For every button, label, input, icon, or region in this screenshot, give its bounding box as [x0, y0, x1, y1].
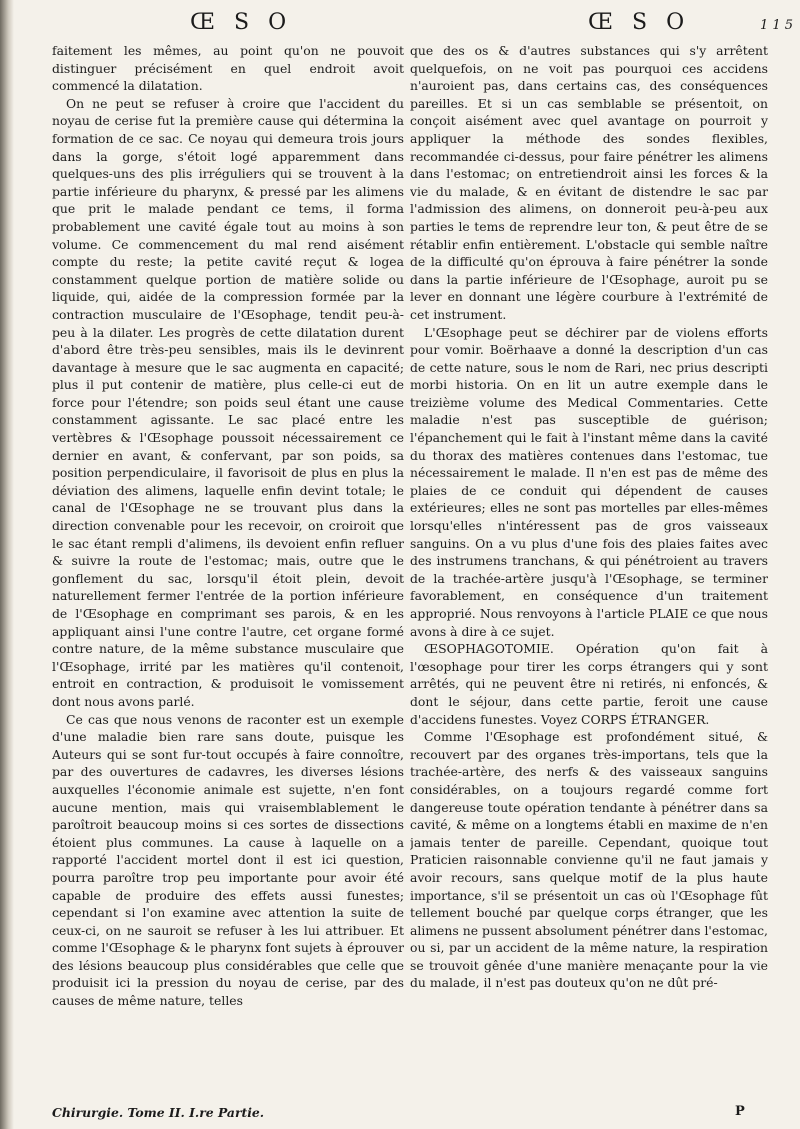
paragraph: Ce cas que nous venons de raconter est un exemple d'une maladie bien rare sans doute, puisque les Auteurs qui se sont fur-tout occupés à faire connoître, par des ouvertures de cadavres, les diverses lésions auxquelles l'économie animale est sujette, n'en font aucune mention, mais qui vraisemblablement le paroîtroit beaucoup moins si ces sortes de dissections étoient plus communes. La cause à laquelle on a rapporté l'accident mortel dont il est ici question, pourra paroître trop peu importante pour avoir été capable de produire des effets aussi funestes; cependant si l'on examine avec attention la suite de ceux-ci, on ne sauroit se refuser à les lui attribuer. Et comme l'Œsophage & le pharynx font sujets à éprouver des lésions beaucoup plus considérables que celle que produisit ici la pression du noyau de cerise, par des causes de même nature, telles — [52, 711, 404, 1009]
header-left-title: Œ S O — [190, 10, 293, 35]
page-number: 1 1 5 — [760, 18, 794, 33]
paragraph: ŒSOPHAGOTOMIE. Opération qu'on fait à l'œsophage pour tirer les corps étrangers qui y sont arrêtés, qui ne peuvent être ni retirés, ni enfoncés, & dont le séjour, dans cette partie, feroit une cause d'accidens funestes. Voyez CORPS ÉTRANGER. — [410, 641, 768, 727]
right-text-column — [410, 42, 768, 1117]
signature-mark: P — [735, 1104, 745, 1119]
paragraph: L'Œsophage peut se déchirer par de violens efforts pour vomir. Boërhaave a donné la description d'un cas de cette nature, sous le nom de Rari, nec prius descripti morbi historia. On en lit un autre exemple dans le treizième volume des Medical Commentaries. Cette maladie n'est pas susceptible de guérison; l'épanchement qui le fait à l'instant même dans la cavité du thorax des matières contenues dans l'estomac, tue nécessairement le malade. Il n'en est pas de même des plaies de ce conduit qui dépendent de causes extérieures; elles ne sont pas mortelles par elles-mêmes lorsqu'elles n'intéressent pas de gros vaisseaux sanguins. On a vu plus d'une fois des plaies faites avec des instrumens tranchans, & qui pénétroient au travers de la trachée-artère jusqu'à l'Œsophage, se terminer favorablement, en conséquence d'un traitement approprié. Nous renvoyons à l'article PLAIE ce que nous avons à dire à ce sujet. — [410, 324, 768, 639]
paragraph: Comme l'Œsophage est profondément situé, & recouvert par des organes très-importans, tels que la trachée-artère, des nerfs & des vaisseaux sanguins considérables, on a toujours regardé comme fort dangereuse toute opération tendante à pénétrer dans sa cavité, & même on a longtems établi en maxime de n'en jamais tenter de pareille. Cependant, quoique tout Praticien raisonnable convienne qu'il ne faut jamais y avoir recours, sans quelque motif de la plus haute importance, s'il se présentoit un cas où l'Œsophage fût tellement bouché par quelque corps étranger, que les alimens ne pussent absolument pénétrer dans l'estomac, ou si, par un accident de la même nature, la respiration se trouvoit gênée d'une manière menaçante pour la vie du malade, il n'est pas douteux qu'on ne dût pré- — [410, 729, 768, 991]
left-text-column — [52, 42, 404, 1117]
header-right-title: Œ S O — [588, 10, 691, 35]
page-header — [0, 8, 800, 38]
page-gutter-shadow — [0, 0, 14, 1129]
paragraph: faitement les mêmes, au point qu'on ne pouvoit distinguer précisément en quel endroit avoit commencé la dilatation. — [52, 43, 404, 94]
paragraph: On ne peut se refuser à croire que l'accident du noyau de cerise fut la première cause qui détermina la formation de ce sac. Ce noyau qui demeura trois jours dans la gorge, s'étoit logé apparemment dans quelques-uns des plis irréguliers qui se trouvent à la partie inférieure du pharynx, & pressé par les alimens que prit le malade pendant ce tems, il forma probablement une cavité égale tout au moins à son volume. Ce commencement du mal rend aisément compte du reste; la petite cavité reçut & logea constamment quelque portion de matière solide ou liquide, qui, aidée de la compression formée par la contraction musculaire de l'Œsophage, tendit peu-à-peu à la dilater. Les progrès de cette dilatation durent d'abord être très-peu sensibles, mais ils le devinrent davantage à mesure que le sac augmenta en capacité; plus il put contenir de matière, plus celle-ci eut de force pour l'étendre; son poids seul étant une cause constamment agissante. Le sac placé entre les vertèbres & l'Œsophage poussoit nécessairement ce dernier en avant, & confervant, par son poids, sa position perpendiculaire, il favorisoit de plus en plus la déviation des alimens, laquelle enfin devint totale; le canal de l'Œsophage ne se trouvant plus dans la direction convenable pour les recevoir, on croiroit que le sac étant rempli d'alimens, ils devoient enfin refluer & suivre la route de l'estomac; mais, outre que le gonflement du sac, lorsqu'il étoit plein, devoit naturellement fermer l'entrée de la portion inférieure de l'Œsophage en comprimant ses parois, & en les appliquant ainsi l'une contre l'autre, cet organe formé contre nature, de la même substance musculaire que l'Œsophage, irrité par les matières qu'il contenoit, entroit en contraction, & produisoit le vomissement dont nous avons parlé. — [52, 95, 404, 709]
running-footer-title: Chirurgie. Tome II. I.re Partie. — [52, 1105, 265, 1120]
paragraph: que des os & d'autres substances qui s'y arrêtent quelquefois, on ne voit pas pourquoi ces accidens n'auroient pas, dans certains cas, des conséquences pareilles. Et si un cas semblable se présentoit, on conçoit aisément avec quel avantage on pourroit y appliquer la méthode des sondes flexibles, recommandée ci-dessus, pour faire pénétrer les alimens dans l'estomac; on entretiendroit ainsi les forces & la vie du malade, & en évitant de distendre le sac par l'admission des alimens, on donneroit peu-à-peu aux parties le tems de reprendre leur ton, & peut être de se rétablir enfin entièrement. L'obstacle qui semble naître de la difficulté qu'on éprouva à faire pénétrer la sonde dans la partie inférieure de l'Œsophage, auroit pu se lever en donnant une légère courbure à l'extrémité de cet instrument. — [410, 43, 768, 322]
